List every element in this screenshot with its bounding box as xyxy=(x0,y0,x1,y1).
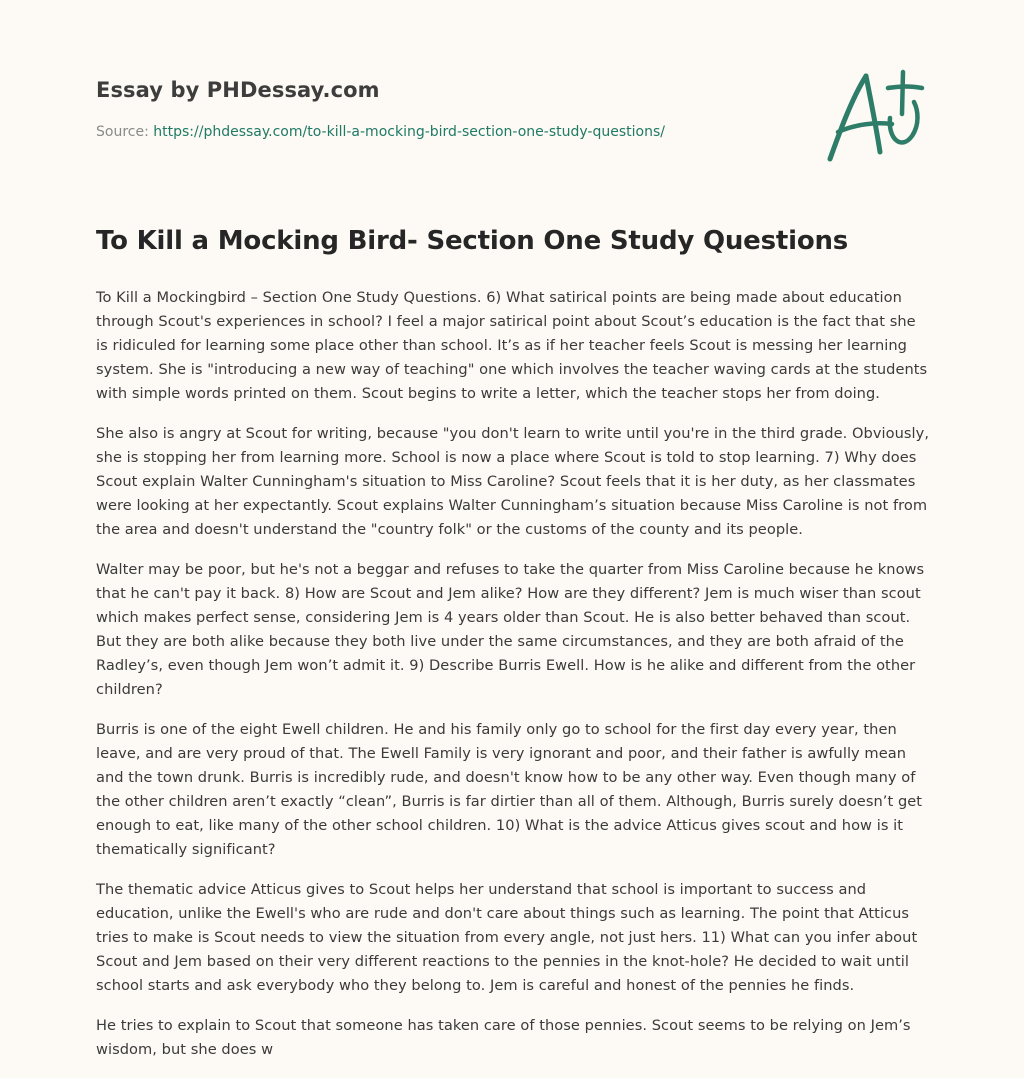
grade-a-plus-icon xyxy=(818,66,928,166)
essay-paragraph: Burris is one of the eight Ewell children. He and his family only go to school for the first day every year, then leave, and are very proud of that. The Ewell Family is very ignorant and poor, and their father is awfully mean and the town drunk. Burris is incredibly rude, and doesn't know how to be any other way. Even though many of the other children aren’t exactly “clean”, Burris is far dirtier than all of them. Although, Burris surely doesn’t get enough to eat, like many of the other school children. 10) What is the advice Atticus gives scout and how is it thematically significant? xyxy=(96,721,923,858)
essay-paragraph: To Kill a Mockingbird – Section One Study Questions. 6) What satirical points are being made about education through Scout's experiences in school? I feel a major satirical point about Scout’s education is the fact that she is ridiculed for learning some place other than school. It’s as if her teacher feels Scout is messing her learning system. She is "introducing a new way of teaching" one which involves the teacher waving cards at the students with simple words printed on them. Scout begins to write a letter, which the teacher stops her from doing. xyxy=(96,289,928,402)
essay-body xyxy=(96,286,932,1078)
page-title: To Kill a Mocking Bird- Section One Study Questions xyxy=(96,226,849,256)
essay-paragraph: He tries to explain to Scout that someone has taken care of those pennies. Scout seems to be relying on Jem’s wisdom, but she does w xyxy=(96,1017,911,1058)
source-label: Source: xyxy=(96,124,154,140)
essay-paragraph: She also is angry at Scout for writing, because "you don't learn to write until you're in the third grade. Obviously, she is stopping her from learning more. School is now a place where Scout is told to stop learning. 7) Why does Scout explain Walter Cunningham's situation to Miss Caroline? Scout feels that it is her duty, as her classmates were looking at her expectantly. Scout explains Walter Cunningham’s situation because Miss Caroline is not from the area and doesn't understand the "country folk" or the customs of the county and its people. xyxy=(96,425,930,538)
source-link[interactable]: https://phdessay.com/to-kill-a-mocking-bird-section-one-study-questions/ xyxy=(153,124,665,140)
essay-paragraph: The thematic advice Atticus gives to Scout helps her understand that school is important to success and education, unlike the Ewell's who are rude and don't care about things such as learning. The point that Atticus tries to make is Scout needs to view the situation from every angle, not just hers. 11) What can you infer about Scout and Jem based on their very different reactions to the pennies in the knot-hole? He decided to wait until school starts and ask everybody who they belong to. Jem is careful and honest of the pennies he finds. xyxy=(96,881,918,994)
site-brand: Essay by PHDessay.com xyxy=(96,78,380,102)
source-line xyxy=(96,124,665,140)
essay-paragraph: Walter may be poor, but he's not a beggar and refuses to take the quarter from Miss Caroline because he knows that he can't pay it back. 8) How are Scout and Jem alike? How are they different? Jem is much wiser than scout which makes perfect sense, considering Jem is 4 years older than Scout. He is also better behaved than scout. But they are both alike because they both live under the same circumstances, and they are both afraid of the Radley’s, even though Jem won’t admit it. 9) Describe Burris Ewell. How is he alike and different from the other children? xyxy=(96,561,925,698)
